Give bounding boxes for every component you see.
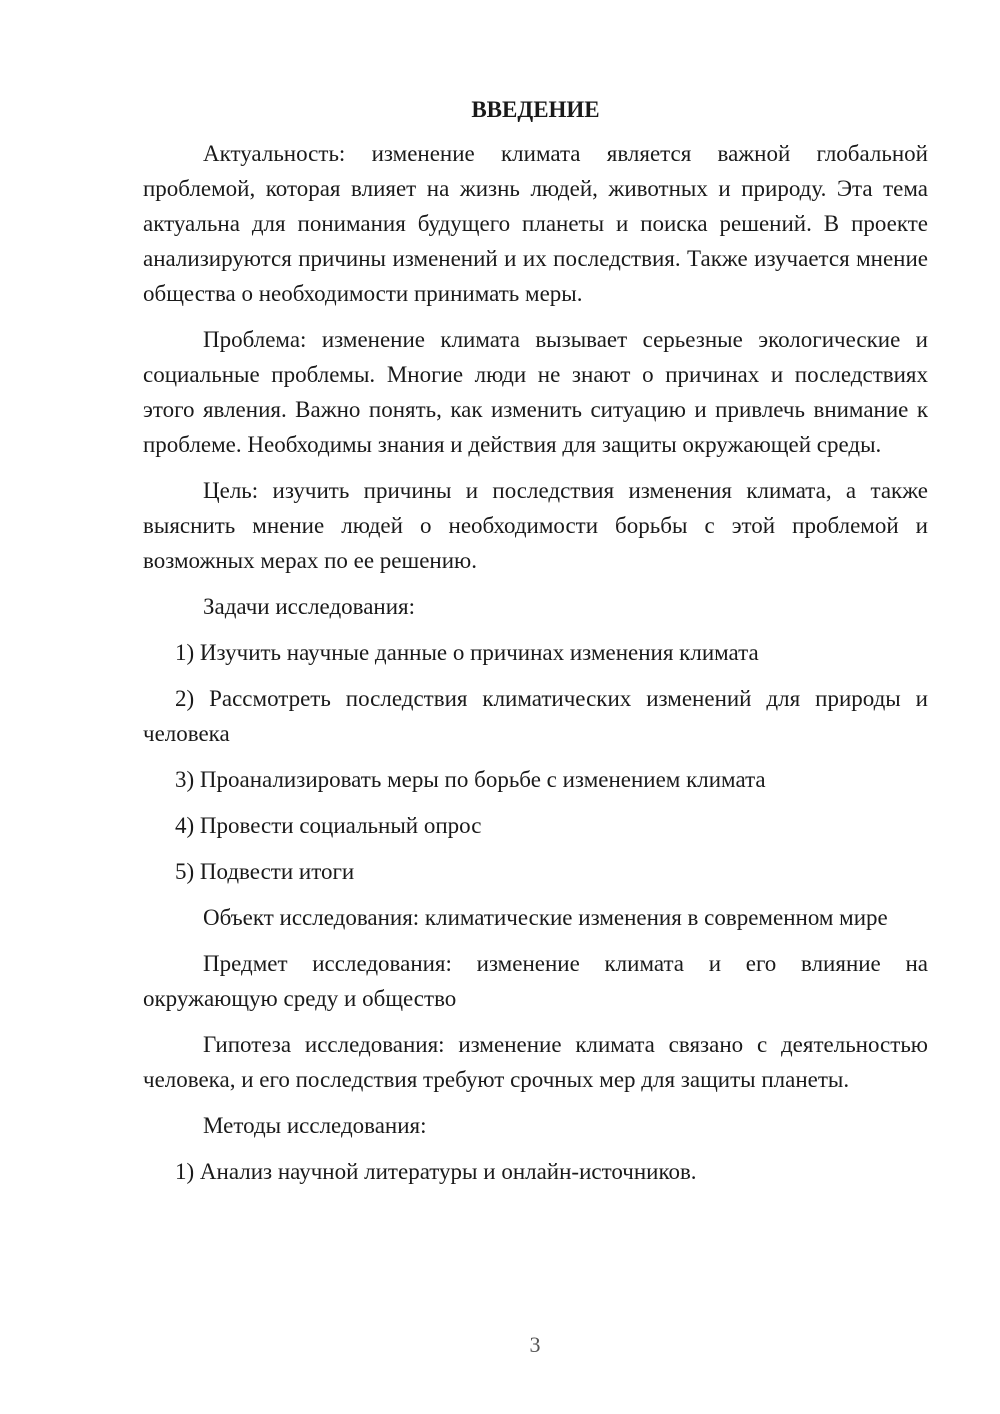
methods-heading: Методы исследования: [203, 1113, 427, 1138]
object-paragraph: Объект исследования: климатические изменения в современном мире [203, 905, 888, 930]
task-item: 3) Проанализировать меры по борьбе с изменением климата [175, 767, 766, 792]
task-item: 5) Подвести итоги [175, 859, 355, 884]
subject-paragraph: Предмет исследования: изменение климата и его влияние на окружающую среду и общество [143, 951, 928, 1011]
hypothesis-paragraph: Гипотеза исследования: изменение климата связано с деятельностью человека, и его последствия требуют срочных мер для защиты планеты. [143, 1032, 928, 1092]
task-item: 2) Рассмотреть последствия климатических изменений для природы и человека [143, 686, 928, 746]
section-title: ВВЕДЕНИЕ [471, 97, 600, 122]
problem-paragraph: Проблема: изменение климата вызывает серьезные экологические и социальные проблемы. Многие люди не знают о причинах и последствиях этого явления. Важно понять, как изменить ситуацию и привлечь внимание к проблеме. Необходимы знания и действия для защиты окружающей среды. [143, 327, 928, 457]
relevance-paragraph: Актуальность: изменение климата является важной глобальной проблемой, которая влияет на жизнь людей, животных и природу. Эта тема актуальна для понимания будущего планеты и поиска решений. В проекте анализируются причины изменений и их последствия. Также изучается мнение общества о необходимости принимать меры. [143, 141, 928, 306]
tasks-heading: Задачи исследования: [203, 594, 416, 619]
method-item: 1) Анализ научной литературы и онлайн-источников. [175, 1159, 697, 1184]
task-item: 4) Провести социальный опрос [175, 813, 482, 838]
task-item: 1) Изучить научные данные о причинах изменения климата [175, 640, 759, 665]
document-page [143, 92, 928, 1200]
page-number: 3 [529, 1332, 541, 1357]
goal-paragraph: Цель: изучить причины и последствия изменения климата, а также выяснить мнение людей о необходимости борьбы с этой проблемой и возможных мерах по ее решению. [143, 478, 928, 573]
